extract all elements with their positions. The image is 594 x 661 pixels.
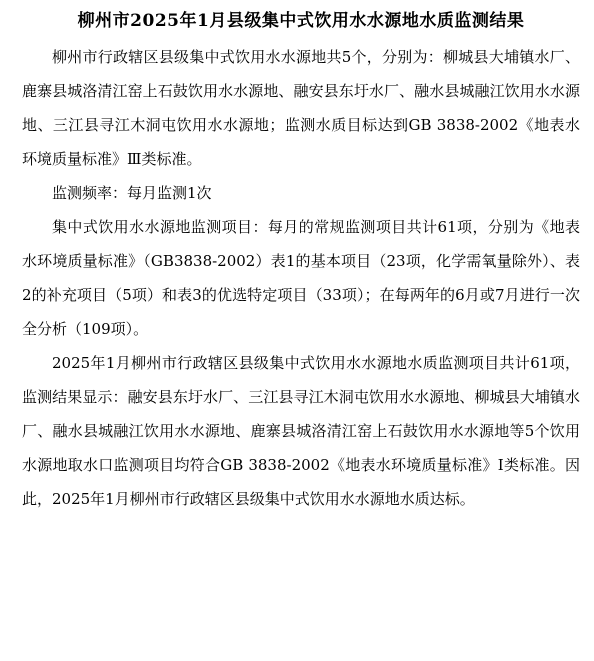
paragraph-results: 2025年1月柳州市行政辖区县级集中式饮用水水源地水质监测项目共计61项，监测结果显示：融安县东圩水厂、三江县寻江木洞屯饮用水水源地、柳城县大埔镇水厂、融水县城融江饮用水水源地、鹿寨县城洛清江窑上石鼓饮用水水源地等5个饮用水源地取水口监测项目均符合GB 3838-2002《地表水环境质量标准》Ⅰ类标准。因此，2025年1月柳州市行政辖区县级集中式饮用水水源地水质达标。 [22,354,580,508]
paragraph-monitoring-items: 集中式饮用水水源地监测项目：每月的常规监测项目共计61项，分别为《地表水环境质量标准》（GB3838-2002）表1的基本项目（23项，化学需氧量除外）、表2的补充项目（5项）和表3的优选特定项目（33项）；在每两年的6月或7月进行一次全分析（109项）。 [22,218,580,338]
paragraph-frequency: 监测频率：每月监测1次 [52,184,212,202]
paragraph-overview: 柳州市行政辖区县级集中式饮用水水源地共5个，分别为：柳城县大埔镇水厂、鹿寨县城洛清江窑上石鼓饮用水水源地、融安县东圩水厂、融水县城融江饮用水水源地、三江县寻江木洞屯饮用水水源地；监测水质目标达到GB 3838-2002《地表水环境质量标准》Ⅲ类标准。 [22,48,580,168]
document-title: 柳州市2025年1月县级集中式饮用水水源地水质监测结果 [77,11,525,31]
